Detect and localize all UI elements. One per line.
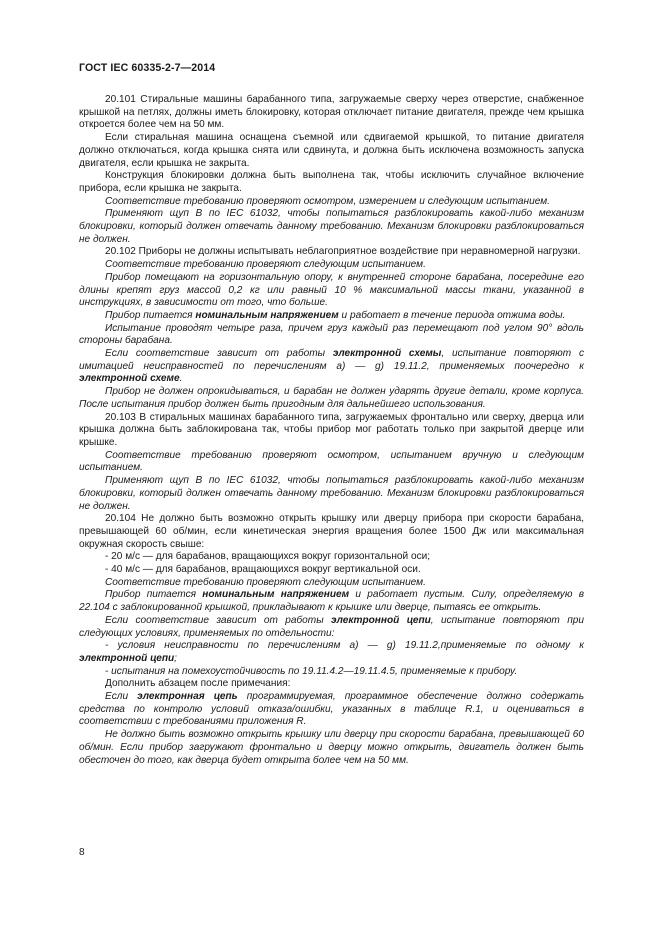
page-number: 8 <box>79 847 85 858</box>
body-paragraph <box>79 615 584 640</box>
body-paragraph <box>79 348 584 386</box>
text-run: Дополнить абзацем после примечания: <box>105 678 291 690</box>
bold-term: электронная цепь <box>137 691 238 703</box>
body-paragraph <box>79 691 584 729</box>
text-run: ; <box>174 652 177 664</box>
text-run: Соответствие требованию проверяют осмотром, измерением и следующим испытанием. <box>105 195 550 207</box>
body-paragraph <box>79 386 584 411</box>
bold-term: электронной цепи <box>79 652 175 664</box>
text-run: - условия неисправности по перечислениям a) — g) 19.11.2,применяемые по одному к <box>105 640 584 652</box>
text-run: Если соответствие зависит от работы <box>105 348 333 360</box>
text-run: и работает в течение периода отжима воды. <box>338 309 566 321</box>
text-run: Не должно быть возможно открыть крышку или дверцу при скорости барабана, превышающей 60 об/мин. Если прибор загружают фронтально и дверцу можно открыть, двигатель должен быть обесточен до того, как дверца будет открыта более чем на 50 мм. <box>79 729 584 766</box>
text-run: - 40 м/с — для барабанов, вращающихся вокруг вертикальной оси. <box>105 564 421 576</box>
text-run: и работает пустым. Силу, определяемую в 22.104 с заблокированной крышкой, прикладывают к крышке или дверце, пытаясь ее открыть. <box>79 589 584 614</box>
body-paragraph <box>79 246 584 259</box>
bold-term: электронной схеме <box>79 373 180 385</box>
body-paragraph <box>79 513 584 551</box>
text-run: программируемая, программное обеспечение должно содержать средства по контролю условий отказа/ошибки, указанных в таблице R.1, и оцениваться в соответствии с требованиями приложения R. <box>79 691 585 728</box>
text-run: , испытание повторяют при следующих условиях, применяемых по отдельности: <box>79 614 584 639</box>
bold-term: электронной схемы <box>332 348 442 360</box>
text-run: 20.103 В стиральных машинах барабанного типа, загружаемых фронтально или сверху, дверца или крышка должна быть заблокирована так, чтобы прибор мог работать только при закрытой дверце или крышке. <box>79 411 584 448</box>
body-paragraph <box>79 132 584 170</box>
body-paragraph <box>79 196 584 209</box>
text-run: Испытание проводят четыре раза, причем груз каждый раз перемещают под углом 90° вдоль стороны барабана. <box>79 322 584 347</box>
text-run: 20.102 Приборы не должны испытывать неблагоприятное воздействие при неравномерной нагрузки. <box>105 246 581 258</box>
text-run: Соответствие требованию проверяют осмотром, испытанием вручную и следующим испытанием. <box>79 449 584 474</box>
text-run: Соответствие требованию проверяют следующим испытанием. <box>105 576 426 588</box>
text-run: . <box>179 373 183 385</box>
text-run: - 20 м/с — для барабанов, вращающихся вокруг горизонтальной оси; <box>105 551 431 563</box>
body-paragraph <box>79 666 584 679</box>
text-run: Применяют щуп B по IEC 61032, чтобы попытаться разблокировать какой-либо механизм блокировки, который должен отвечать данному требованию. Механизм блокировки разблокироваться не должен. <box>79 208 584 245</box>
document-body <box>79 94 584 767</box>
page-header-standard-code: ГОСТ IEC 60335-2-7—2014 <box>79 62 216 74</box>
body-paragraph <box>79 729 584 767</box>
body-paragraph <box>79 564 584 577</box>
text-run: Конструкция блокировки должна быть выполнена так, чтобы исключить случайное включение прибора, если крышка не закрыта. <box>79 170 584 194</box>
body-paragraph <box>79 310 584 323</box>
body-paragraph <box>79 412 584 450</box>
text-run: , испытание повторяют с имитацией неисправностей по перечислениям a) — g) 19.11.2, применяемых поочередно к <box>79 348 584 372</box>
body-paragraph <box>79 272 584 310</box>
text-run: - испытания на помехоустойчивость по 19.11.4.2—19.11.4.5, применяемые к прибору. <box>105 665 518 677</box>
body-paragraph <box>79 551 584 564</box>
text-run: Если соответствие зависит от работы <box>105 614 332 626</box>
text-run: Если стиральная машина оснащена съемной или сдвигаемой крышкой, то питание двигателя должно отключаться, когда крышка снята или сдвинута, и должна быть исключена возможность запуска двигателя, если крышка не закрыта. <box>79 132 584 169</box>
bold-term: номинальным напряжением <box>202 589 350 601</box>
body-paragraph <box>79 323 584 348</box>
text-run: Прибор не должен опрокидываться, и барабан не должен ударять другие детали, кроме корпуса. После испытания прибор должен быть пригодным для дальнейшего использования. <box>79 386 584 410</box>
text-run: Прибор питается <box>105 309 196 321</box>
body-paragraph <box>79 678 584 691</box>
text-run: Прибор питается <box>105 589 203 601</box>
text-run: Если <box>105 691 138 703</box>
text-run: 20.104 Не должно быть возможно открыть крышку или дверцу прибора при скорости барабана, превышающей 60 об/мин, если кинетическая энергия вращения более 1500 Дж или максимальная окружная скорость свыше: <box>79 513 584 550</box>
body-paragraph <box>79 208 584 246</box>
body-paragraph <box>79 94 584 132</box>
bold-term: электронной цепи <box>331 614 431 626</box>
text-run: Соответствие требованию проверяют следующим испытанием. <box>105 259 426 271</box>
text-run: Прибор помещают на горизонтальную опору, к внутренней стороне барабана, посередине его длины крепят груз массой 0,2 кг или равный 10 % максимальной массы ткани, указанной в инструкциях, в зависимости от того, что больше. <box>79 271 584 309</box>
body-paragraph <box>79 640 584 665</box>
body-paragraph <box>79 450 584 475</box>
body-paragraph <box>79 577 584 590</box>
bold-term: номинальным напряжением <box>195 309 339 321</box>
body-paragraph <box>79 170 584 195</box>
text-run: 20.101 Стиральные машины барабанного типа, загружаемые сверху через отверстие, снабженное крышкой на петлях, должны иметь блокировку, которая отключает питание двигателя, прежде чем крышка откроется более чем на 50 мм. <box>79 94 584 131</box>
text-run: Применяют щуп B по IEC 61032, чтобы попытаться разблокировать какой-либо механизм блокировки, который должен отвечать данному требованию. Механизм блокировки разблокироваться не должен. <box>79 475 584 512</box>
body-paragraph <box>79 589 584 614</box>
body-paragraph <box>79 259 584 272</box>
body-paragraph <box>79 475 584 513</box>
